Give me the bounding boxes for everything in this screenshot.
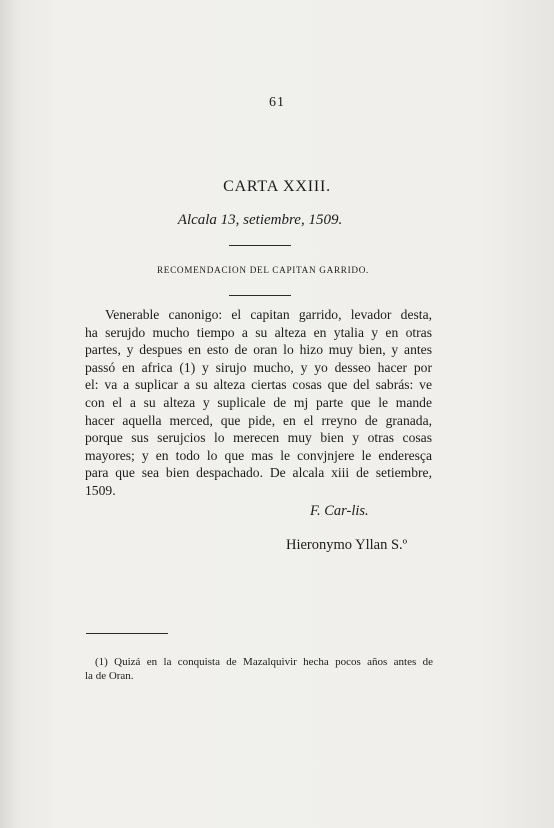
signature-king: F. Car-lis. xyxy=(310,503,369,519)
footnote-line: (1) Quizá en la conquista de Mazalquivir hecha pocos años antes de xyxy=(95,656,433,668)
section-heading: RECOMENDACION DEL CAPITAN GARRIDO. xyxy=(156,265,370,275)
body-line: partes, y despues en esto de oran lo hizo muy bien, y antes xyxy=(85,342,432,358)
body-line: para que sea bien despachado. De alcala xiii de setiembre, xyxy=(85,465,432,481)
body-line: passó en africa (1) y sirujo mucho, y yo desseo hacer por xyxy=(85,359,432,375)
body-line: porque sus serujcios lo merecen muy bien y otras cosas xyxy=(85,430,432,446)
footnote xyxy=(85,655,433,683)
body-line: ha serujdo mucho tiempo a su alteza en ytalia y en otras xyxy=(85,324,432,340)
page-number: 61 xyxy=(269,95,285,110)
heading-divider xyxy=(229,295,291,296)
body-line: con el a su alteza y suplicale de mj parte que le mande xyxy=(85,394,432,410)
body-line: hacer aquella merced, que pide, en el rreyno de granada, xyxy=(85,412,432,428)
body-line: 1509. xyxy=(85,482,116,498)
footnote-divider xyxy=(86,633,168,634)
letter-body xyxy=(85,306,432,500)
body-line: el: va a suplicar a su alteza ciertas cosas que del sabrás: ve xyxy=(85,377,432,393)
letter-dateline: Alcala 13, setiembre, 1509. xyxy=(177,212,343,228)
footnote-line: la de Oran. xyxy=(85,670,134,682)
body-line: Venerable canonigo: el capitan garrido, levador desta, xyxy=(105,307,432,322)
title-divider xyxy=(229,245,291,246)
signature-secretary: Hieronymo Yllan S.º xyxy=(286,537,408,553)
letter-title: CARTA XXIII. xyxy=(223,178,331,195)
body-line: mayores; y en todo lo que mas le convjnjere le enderesça xyxy=(85,447,432,463)
